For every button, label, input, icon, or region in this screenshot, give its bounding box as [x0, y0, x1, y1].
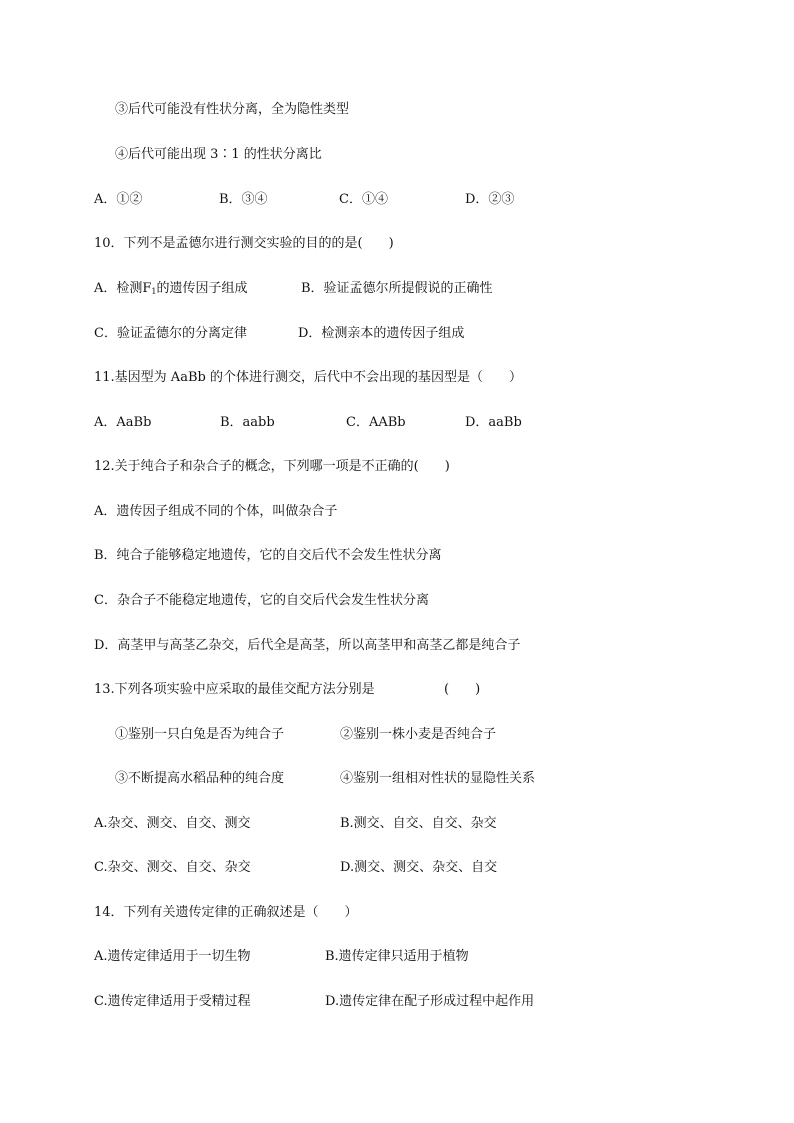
q13-statement-4: ④鉴别一组相对性状的显隐性关系	[340, 771, 536, 786]
q14-option-c: C.遗传定律适用于受精过程	[94, 994, 251, 1009]
q13-answer-paren: ( )	[444, 682, 481, 697]
q9-option-a: A．①②	[94, 192, 143, 207]
q9-statement-4: ④后代可能出现 3∶1 的性状分离比	[115, 147, 322, 162]
q11-option-d: D．aaBb	[465, 415, 522, 430]
q10-option-c: C．验证孟德尔的分离定律	[94, 326, 247, 341]
q9-option-d: D．②③	[465, 192, 515, 207]
q11-stem: 11.基因型为 AaBb 的个体进行测交，后代中不会出现的基因型是（ ）	[94, 370, 522, 385]
q13-option-b: B.测交、自交、自交、杂交	[340, 816, 497, 831]
q9-statement-3: ③后代可能没有性状分离，全为隐性类型	[115, 102, 350, 117]
q9-option-c: C．①④	[339, 192, 388, 207]
q12-option-d: D．高茎甲与高茎乙杂交，后代全是高茎，所以高茎甲和高茎乙都是纯合子	[94, 638, 521, 653]
q11-option-b: B．aabb	[220, 415, 275, 430]
q13-option-a: A.杂交、测交、自交、测交	[94, 816, 251, 831]
q10-option-b: B．验证孟德尔所提假说的正确性	[301, 281, 493, 296]
q13-statement-2: ②鉴别一株小麦是否纯合子	[340, 727, 497, 742]
q12-option-c: C．杂合子不能稳定地遗传，它的自交后代会发生性状分离	[94, 593, 429, 608]
q14-option-b: B.遗传定律只适用于植物	[325, 949, 469, 964]
q13-option-d: D.测交、测交、杂交、自交	[340, 860, 498, 875]
q12-stem: 12.关于纯合子和杂合子的概念，下列哪一项是不正确的( )	[94, 459, 450, 474]
q12-option-a: A．遗传因子组成不同的个体，叫做杂合子	[94, 504, 338, 519]
q11-option-c: C．AABb	[346, 415, 406, 430]
q10-option-d: D．检测亲本的遗传因子组成	[298, 326, 465, 341]
q13-statement-3: ③不断提高水稻品种的纯合度	[115, 771, 285, 786]
q10-option-a: A．检测$F_1$的遗传因子组成	[94, 281, 248, 296]
q14-stem: 14．下列有关遗传定律的正确叙述是（ ）	[94, 905, 358, 920]
q13-stem: 13.下列各项实验中应采取的最佳交配方法分别是	[94, 682, 375, 697]
q12-option-b: B．纯合子能够稳定地遗传，它的自交后代不会发生性状分离	[94, 548, 442, 563]
q13-option-c: C.杂交、测交、自交、杂交	[94, 860, 251, 875]
q11-option-a: A．AaBb	[94, 415, 152, 430]
q14-option-d: D.遗传定律在配子形成过程中起作用	[325, 994, 535, 1009]
q14-option-a: A.遗传定律适用于一切生物	[94, 949, 251, 964]
q9-option-b: B．③④	[219, 192, 268, 207]
q10-stem: 10．下列不是孟德尔进行测交实验的目的的是( )	[94, 236, 394, 251]
q13-statement-1: ①鉴别一只白兔是否为纯合子	[115, 727, 285, 742]
